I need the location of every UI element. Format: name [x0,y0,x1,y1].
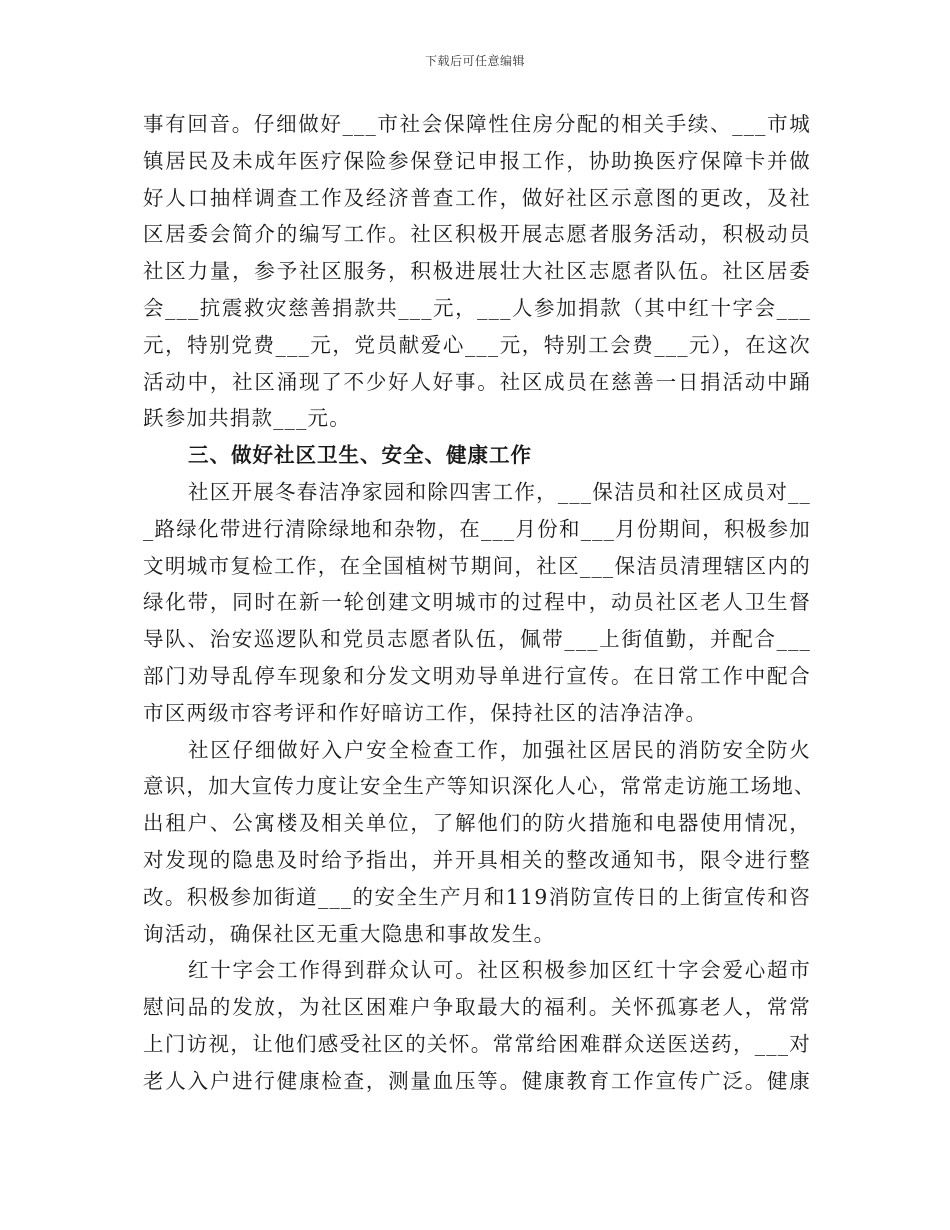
text-line: 镇居民及未成年医疗保险参保登记申报工作，协助换医疗保障卡并做 [143,148,811,173]
text-line: 询活动，确保社区无重大隐患和事故发生。 [143,921,556,946]
text-line: 事有回音。仔细做好___市社会保障性住房分配的相关手续、___市城 [143,112,811,136]
text-line: 社区仔细做好入户安全检查工作，加强社区居民的消防安全防火 [188,737,811,762]
text-line: 改。积极参加街道___的安全生产月和119消防宣传日的上街宣传和咨 [143,884,811,909]
text-line: 上门访视，让他们感受社区的关怀。常常给困难群众送医送药，___对 [143,1031,811,1056]
text-line: 会___抗震救灾慈善捐款共___元，___人参加捐款（其中红十字会___ [143,295,811,320]
text-line: 出租户、公寓楼及相关单位，了解他们的防火措施和电器使用情况， [143,811,811,836]
document-body [143,106,816,1100]
text-line: 社区开展冬春洁净家园和除四害工作，___保洁员和社区成员对__ [188,479,811,504]
paragraph [143,474,811,732]
paragraph [143,106,811,437]
text-line: 跃参加共捐款___元。 [143,406,351,431]
text-line: 三、做好社区卫生、安全、健康工作 [188,443,532,468]
text-line: 活动中，社区涌现了不少好人好事。社区成员在慈善一日捐活动中踊 [143,369,811,394]
text-line: 慰问品的发放，为社区困难户争取最大的福利。关怀孤寡老人，常常 [143,995,811,1020]
paragraph [143,732,816,953]
text-line: 文明城市复检工作，在全国植树节期间，社区___保洁员清理辖区内的 [143,553,811,578]
text-line: 导队、治安巡逻队和党员志愿者队伍，佩带___上街值勤，并配合___ [143,627,811,652]
text-line: 部门劝导乱停车现象和分发文明劝导单进行宣传。在日常工作中配合 [143,663,811,688]
text-line: 对发现的隐患及时给予指出，并开具相关的整改通知书，限令进行整 [143,847,811,872]
section-heading [143,437,811,474]
page-header: 下载后可任意编辑 [424,54,525,68]
text-line: _路绿化带进行清除绿地和杂物，在___月份和___月份期间，积极参加 [143,516,811,541]
text-line: 红十字会工作得到群众认可。社区积极参加区红十字会爱心超市 [188,958,811,983]
paragraph [143,952,811,1099]
text-line: 区居委会简介的编写工作。社区积极开展志愿者服务活动，积极动员 [143,222,811,247]
text-line: 老人入户进行健康检查，测量血压等。健康教育工作宣传广泛。健康 [143,1068,811,1093]
text-line: 绿化带，同时在新一轮创建文明城市的过程中，动员社区老人卫生督 [143,590,811,615]
text-line: 市区两级市容考评和作好暗访工作，保持社区的洁净洁净。 [143,700,708,725]
text-line: 好人口抽样调查工作及经济普查工作，做好社区示意图的更改，及社 [143,185,811,210]
text-line: 元，特别党费___元，党员献爱心___元，特别工会费___元），在这次 [143,332,811,357]
text-line: 社区力量，参予社区服务，积极进展壮大社区志愿者队伍。社区居委 [143,259,811,284]
text-line: 意识，加大宣传力度让安全生产等知识深化人心，常常走访施工场地、 [143,774,816,799]
